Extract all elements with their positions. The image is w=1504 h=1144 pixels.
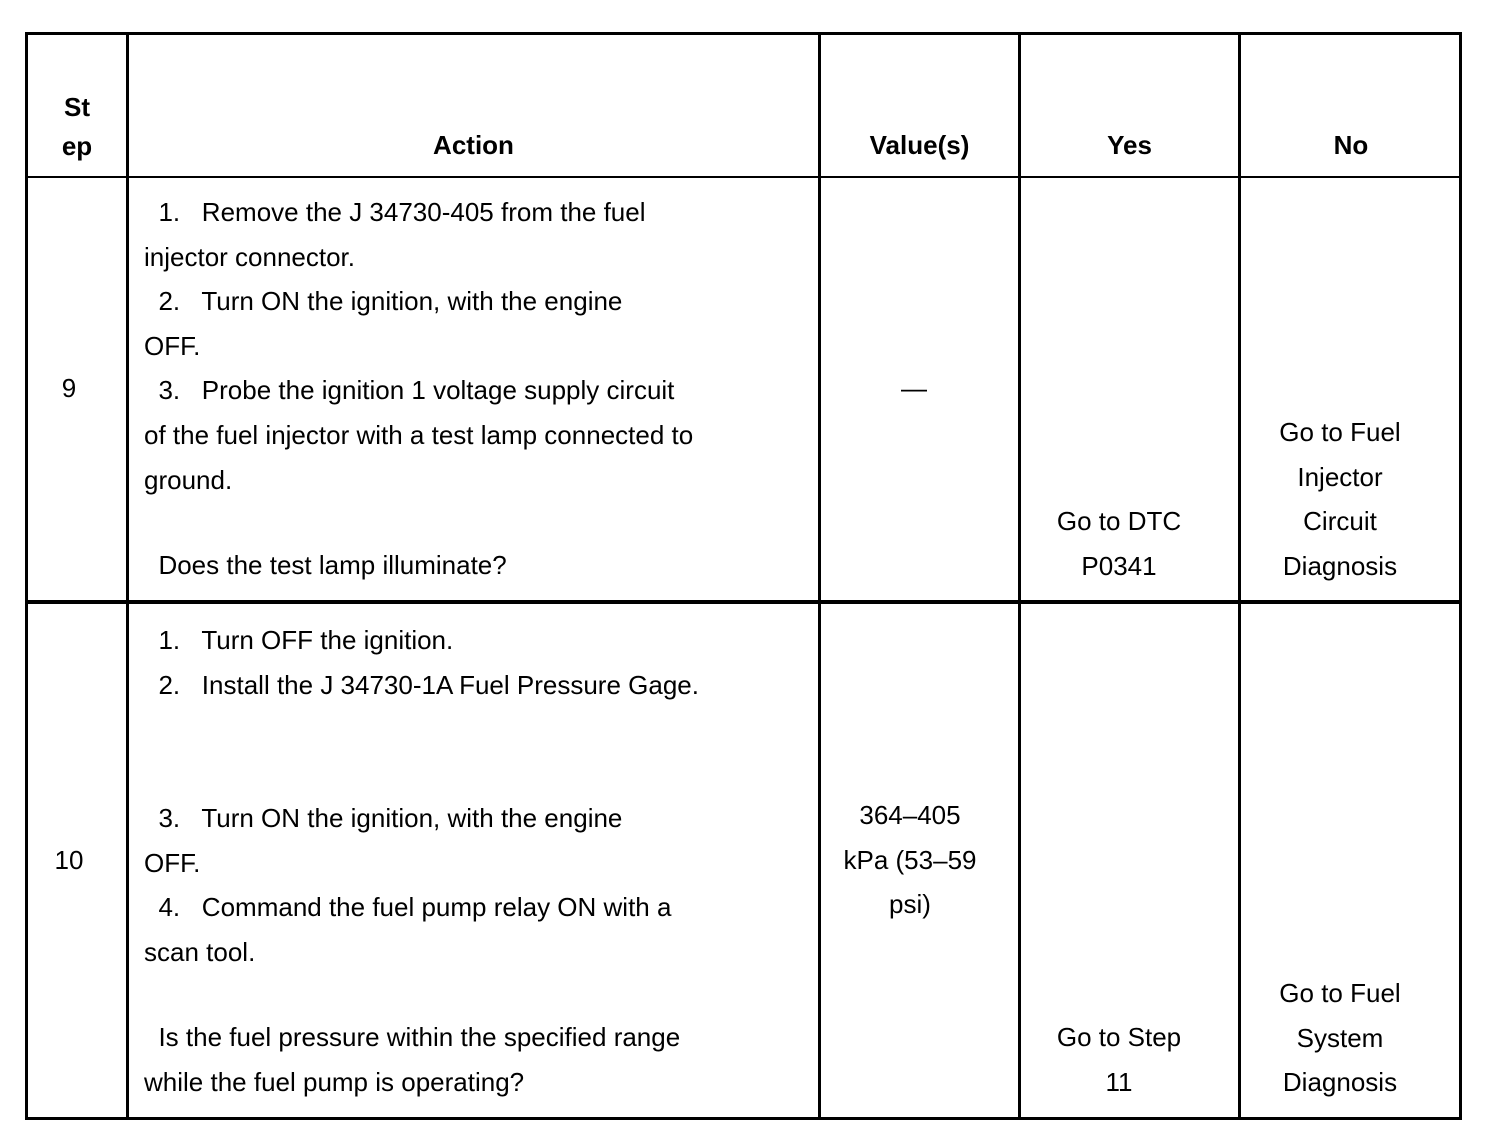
action-line: OFF. [144, 330, 201, 361]
action-line: ground. [144, 464, 233, 495]
no-line: Circuit [1303, 506, 1377, 537]
action-line: 1. Remove the J 34730-405 from the fuel [144, 197, 646, 227]
action-line: scan tool. [144, 936, 256, 967]
row-9-no [1241, 410, 1439, 588]
row-9-yes [1021, 499, 1217, 588]
action-line [144, 502, 814, 543]
no-line: Diagnosis [1282, 1067, 1398, 1098]
row-10-no [1241, 971, 1439, 1105]
value-line: kPa (53–59 [843, 844, 977, 875]
row-9-value: — [901, 373, 927, 403]
header-yes: Yes [1107, 130, 1152, 160]
header-step [28, 88, 126, 166]
no-line: System [1296, 1022, 1384, 1053]
row-10-step: 10 [54, 845, 84, 875]
action-line: 1. Turn OFF the ignition. [144, 625, 454, 655]
value-line: 364–405 [859, 800, 961, 830]
header-step-line1: St [64, 92, 90, 122]
no-line: Go to Fuel [1279, 978, 1401, 1008]
header-no: No [1333, 130, 1369, 160]
action-line: 2. Install the J 34730-1A Fuel Pressure Gage. [144, 669, 699, 700]
col-divider [126, 32, 129, 1120]
yes-line: Go to DTC [1056, 506, 1182, 536]
yes-line: Go to Step [1056, 1022, 1182, 1052]
row-10-value [821, 793, 999, 927]
action-question: while the fuel pump is operating? [144, 1066, 525, 1097]
action-line: 3. Probe the ignition 1 voltage supply circuit [144, 375, 675, 406]
row-10-action-b [144, 796, 814, 1105]
action-line [144, 974, 814, 1015]
action-line: 4. Command the fuel pump relay ON with a [144, 892, 672, 923]
action-line: 3. Turn ON the ignition, with the engine [144, 803, 623, 833]
value-line: psi) [889, 889, 931, 920]
no-line: Injector [1297, 461, 1383, 492]
action-line: injector connector. [144, 241, 356, 272]
no-line: Diagnosis [1282, 550, 1398, 581]
header-values: Value(s) [869, 130, 970, 160]
action-question: Is the fuel pressure within the specified range [144, 1022, 681, 1053]
action-line: 2. Turn ON the ignition, with the engine [144, 286, 623, 317]
row-9-action [144, 190, 814, 588]
row-divider [25, 600, 1462, 604]
action-line: OFF. [144, 847, 201, 878]
action-line: of the fuel injector with a test lamp connected to [144, 419, 694, 450]
yes-line: 11 [1105, 1066, 1133, 1097]
action-question: Does the test lamp illuminate? [144, 550, 507, 581]
header-divider [25, 176, 1462, 178]
header-step-line2: ep [61, 131, 93, 161]
yes-line: P0341 [1081, 550, 1157, 581]
row-10-action-a [144, 618, 814, 707]
no-line: Go to Fuel [1279, 417, 1401, 447]
row-10-yes [1021, 1015, 1217, 1104]
header-action: Action [433, 130, 514, 160]
col-divider [818, 32, 821, 1120]
row-9-step: 9 [61, 373, 77, 403]
